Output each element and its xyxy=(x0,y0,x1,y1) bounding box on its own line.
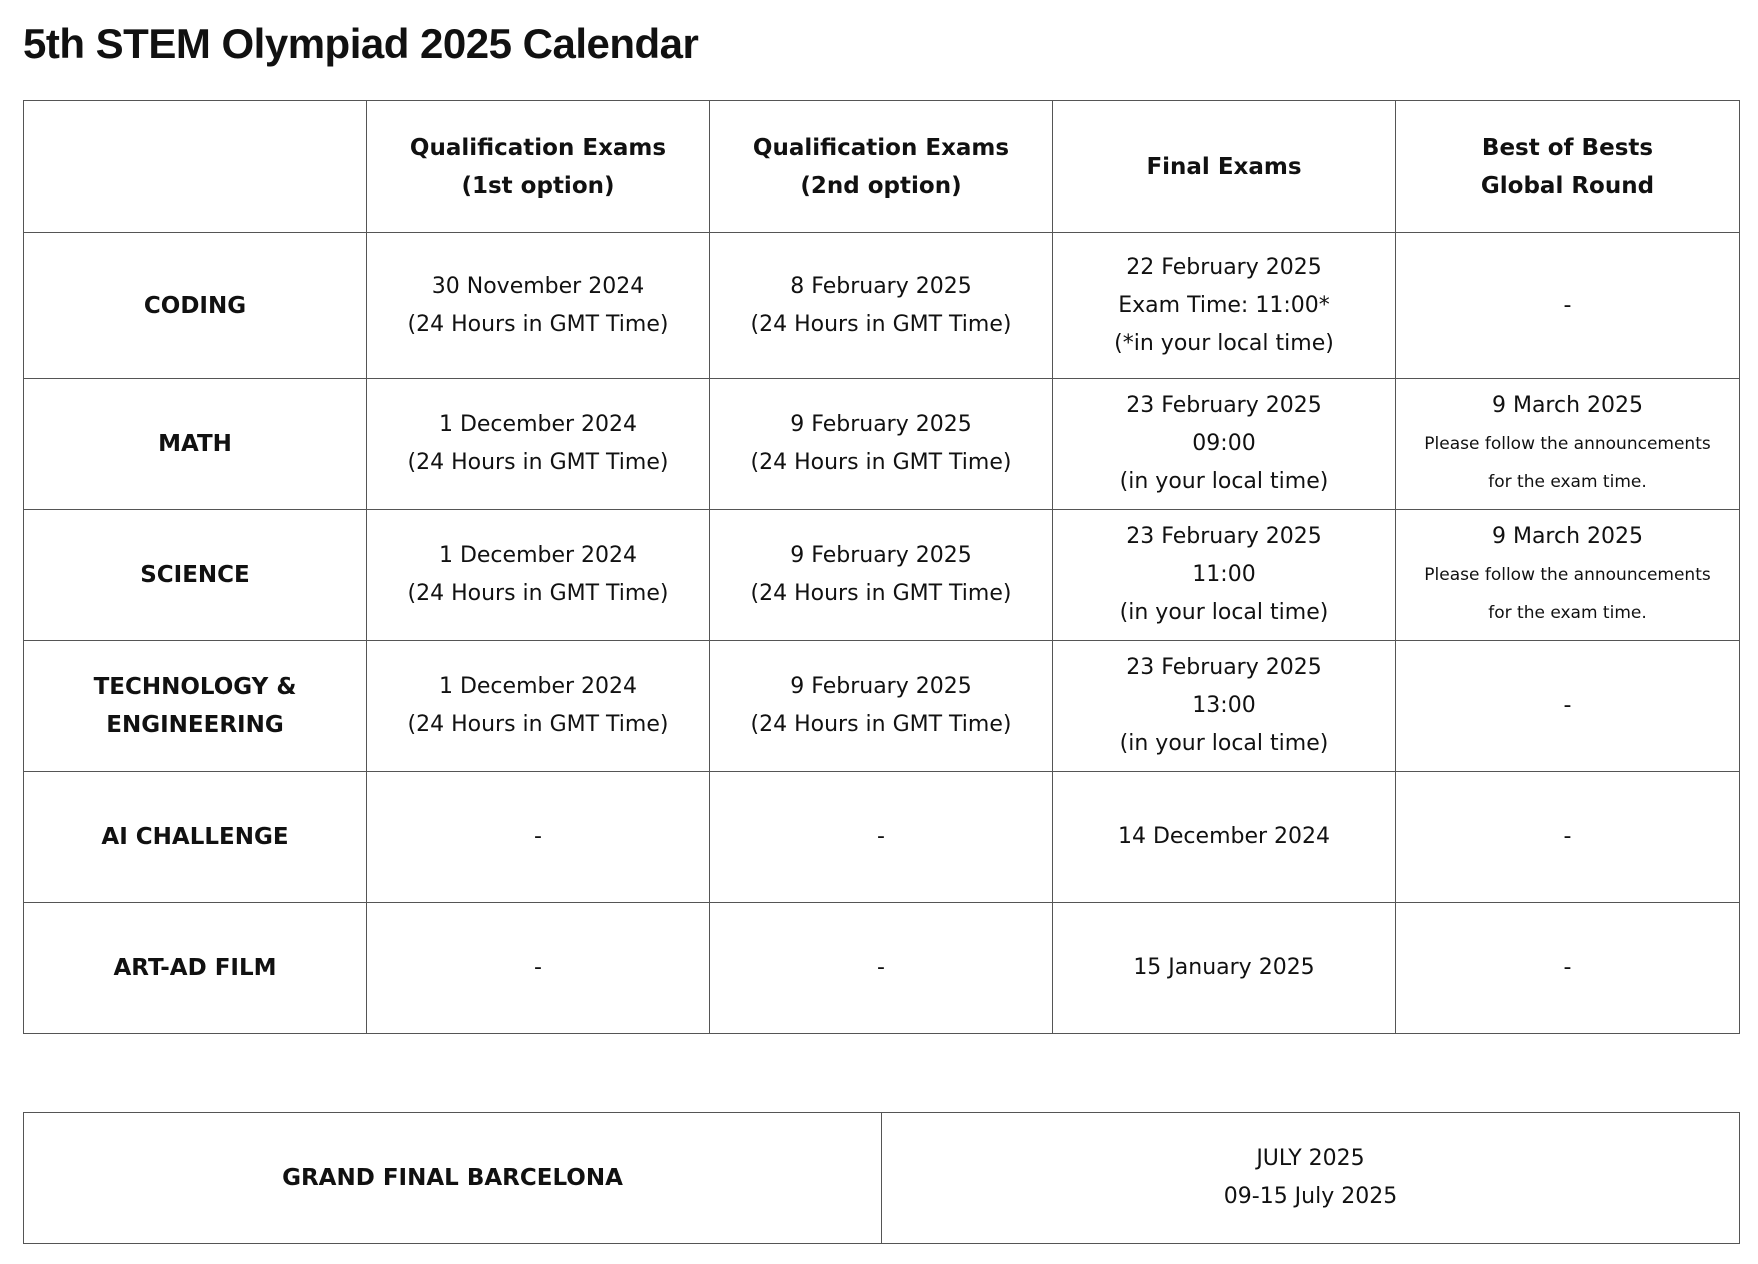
grand-final-row xyxy=(24,1113,1740,1244)
grand-final-month: JULY 2025 xyxy=(1256,1146,1365,1171)
header-qualification-2nd xyxy=(710,101,1053,233)
table-row-coding xyxy=(24,233,1740,379)
category-label: ENGINEERING xyxy=(106,712,284,738)
best-of-bests-cell: - xyxy=(1396,641,1740,772)
table-row-math xyxy=(24,379,1740,510)
qualification-2nd-cell xyxy=(710,510,1053,641)
time-note: (in your local time) xyxy=(1119,469,1329,494)
final-exam-cell: 14 December 2024 xyxy=(1053,772,1396,903)
announcement-note: Please follow the announcements xyxy=(1424,565,1711,585)
final-exam-cell xyxy=(1053,510,1396,641)
header-qualification-1st xyxy=(367,101,710,233)
qualification-1st-cell: - xyxy=(367,903,710,1034)
date-text: 8 February 2025 xyxy=(790,273,972,299)
date-text: 23 February 2025 xyxy=(1126,524,1322,549)
table-row-art-ad-film xyxy=(24,903,1740,1034)
date-text: 1 December 2024 xyxy=(438,674,638,699)
time-note: (24 Hours in GMT Time) xyxy=(750,311,1012,337)
announcement-note: for the exam time. xyxy=(1488,472,1647,492)
best-of-bests-cell xyxy=(1396,510,1740,641)
header-sublabel: Global Round xyxy=(1480,172,1655,199)
qualification-1st-cell xyxy=(367,379,710,510)
date-text: 9 March 2025 xyxy=(1491,524,1644,549)
time-note: (24 Hours in GMT Time) xyxy=(750,581,1012,606)
category-cell xyxy=(24,641,367,772)
header-empty-cell xyxy=(24,101,367,233)
time-note: (*in your local time) xyxy=(1114,330,1334,356)
qualification-1st-cell xyxy=(367,641,710,772)
time-note: (in your local time) xyxy=(1119,600,1329,625)
qualification-1st-cell: - xyxy=(367,772,710,903)
header-label: Best of Bests xyxy=(1481,134,1654,161)
final-exam-cell xyxy=(1053,641,1396,772)
qualification-2nd-cell xyxy=(710,233,1053,379)
date-text: 9 March 2025 xyxy=(1491,393,1644,418)
time-note: (24 Hours in GMT Time) xyxy=(750,450,1012,475)
time-note: (24 Hours in GMT Time) xyxy=(407,712,669,737)
time-note: (24 Hours in GMT Time) xyxy=(407,311,669,337)
table-row-ai-challenge xyxy=(24,772,1740,903)
category-cell xyxy=(24,510,367,641)
qualification-1st-cell xyxy=(367,233,710,379)
date-text: 30 November 2024 xyxy=(431,273,645,299)
best-of-bests-cell: - xyxy=(1396,772,1740,903)
exam-time: 11:00 xyxy=(1192,562,1256,587)
time-note: (24 Hours in GMT Time) xyxy=(750,712,1012,737)
qualification-2nd-cell: - xyxy=(710,772,1053,903)
category-cell xyxy=(24,903,367,1034)
time-note: (in your local time) xyxy=(1119,731,1329,756)
date-text: 1 December 2024 xyxy=(438,543,638,568)
date-text: 23 February 2025 xyxy=(1126,393,1322,418)
announcement-note: Please follow the announcements xyxy=(1424,434,1711,454)
time-note: (24 Hours in GMT Time) xyxy=(407,581,669,606)
announcement-note: for the exam time. xyxy=(1488,603,1647,623)
date-text: 9 February 2025 xyxy=(790,412,972,437)
best-of-bests-cell: - xyxy=(1396,903,1740,1034)
page-title: 5th STEM Olympiad 2025 Calendar xyxy=(23,20,699,67)
category-cell xyxy=(24,233,367,379)
header-best-of-bests xyxy=(1396,101,1740,233)
final-exam-cell xyxy=(1053,233,1396,379)
exam-time: 13:00 xyxy=(1192,693,1256,718)
exam-time: Exam Time: 11:00* xyxy=(1118,292,1330,318)
header-label: Qualification Exams xyxy=(752,134,1010,161)
header-final-exams: Final Exams xyxy=(1053,101,1396,233)
date-text: 9 February 2025 xyxy=(790,674,972,699)
table-row-technology-engineering xyxy=(24,641,1740,772)
category-label: TECHNOLOGY & xyxy=(93,674,297,700)
exam-time: 09:00 xyxy=(1192,431,1256,456)
best-of-bests-cell: - xyxy=(1396,233,1740,379)
date-text: 22 February 2025 xyxy=(1126,254,1322,280)
header-label: Qualification Exams xyxy=(409,134,667,161)
grand-final-table xyxy=(23,1112,1740,1244)
grand-final-dates-cell xyxy=(882,1113,1740,1244)
category-label: AI CHALLENGE xyxy=(101,824,289,850)
date-text: 23 February 2025 xyxy=(1126,655,1322,680)
table-row-science xyxy=(24,510,1740,641)
grand-final-label: GRAND FINAL BARCELONA xyxy=(24,1113,882,1244)
qualification-2nd-cell xyxy=(710,641,1053,772)
qualification-1st-cell xyxy=(367,510,710,641)
category-label: MATH xyxy=(158,431,232,457)
calendar-table xyxy=(23,100,1740,1034)
category-label: CODING xyxy=(143,292,247,319)
qualification-2nd-cell: - xyxy=(710,903,1053,1034)
header-sublabel: (2nd option) xyxy=(800,172,962,199)
qualification-2nd-cell xyxy=(710,379,1053,510)
final-exam-cell: 15 January 2025 xyxy=(1053,903,1396,1034)
time-note: (24 Hours in GMT Time) xyxy=(407,450,669,475)
date-text: 9 February 2025 xyxy=(790,543,972,568)
best-of-bests-cell xyxy=(1396,379,1740,510)
final-exam-cell xyxy=(1053,379,1396,510)
category-label: ART-AD FILM xyxy=(113,955,277,981)
grand-final-dates: 09-15 July 2025 xyxy=(1223,1184,1398,1209)
table-header-row xyxy=(24,101,1740,233)
date-text: 1 December 2024 xyxy=(438,412,638,437)
header-sublabel: (1st option) xyxy=(461,172,615,199)
category-cell xyxy=(24,772,367,903)
category-label: SCIENCE xyxy=(140,562,250,588)
category-cell xyxy=(24,379,367,510)
